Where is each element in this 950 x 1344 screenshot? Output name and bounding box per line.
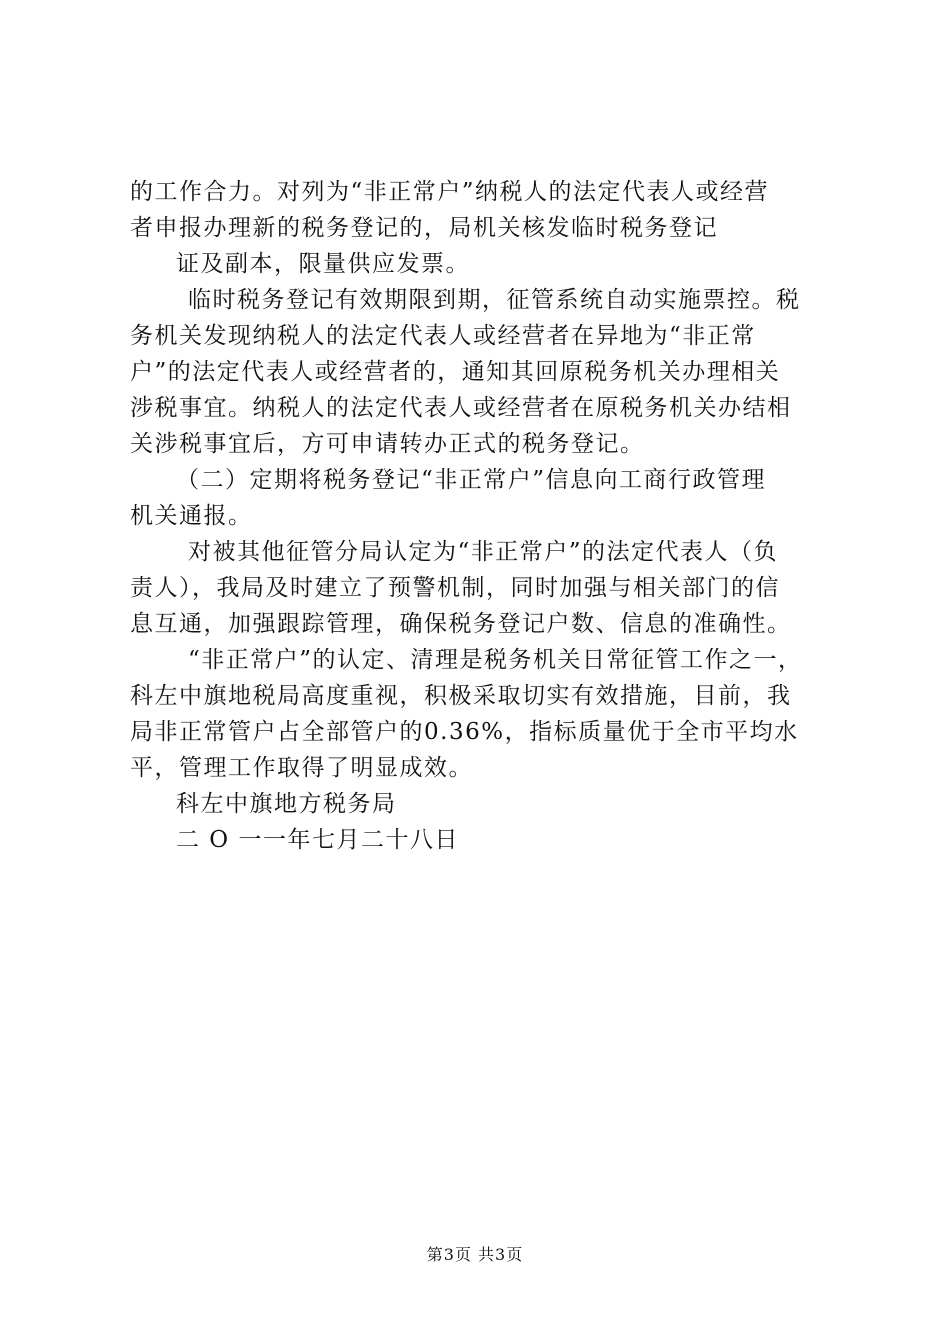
signature-organization: 科左中旗地方税务局 — [176, 791, 397, 817]
text-line: 局非正常管户占全部管户的0.36%，指标质量优于全市平均水 — [130, 719, 799, 745]
paragraph-start-line: 临时税务登记有效期限到期，征管系统自动实施票控。税 — [188, 287, 801, 313]
text-line: 者申报办理新的税务登记的，局机关核发临时税务登记 — [130, 215, 718, 241]
page-number-footer: 第3页 共3页 — [426, 1245, 524, 1264]
text-line: 户”的法定代表人或经营者的，通知其回原税务机关办理相关 — [130, 359, 781, 385]
text-line: 平，管理工作取得了明显成效。 — [130, 755, 473, 781]
text-line: 证及副本，限量供应发票。 — [176, 251, 470, 277]
text-line: 科左中旗地税局高度重视，积极采取切实有效措施，目前，我 — [130, 683, 792, 709]
section-heading-line: （二）定期将税务登记“非正常户”信息向工商行政管理 — [176, 467, 767, 493]
document-body — [130, 174, 830, 858]
signature-date: 二 O 一一年七月二十八日 — [176, 827, 459, 853]
text-line: 务机关发现纳税人的法定代表人或经营者在异地为“非正常 — [130, 323, 756, 349]
text-line: 的工作合力。对列为“非正常户”纳税人的法定代表人或经营 — [130, 179, 770, 205]
text-line: 关涉税事宜后，方可申请转办正式的税务登记。 — [130, 431, 645, 457]
text-line: 息互通，加强跟踪管理，确保税务登记户数、信息的准确性。 — [130, 611, 792, 637]
text-line: 涉税事宜。纳税人的法定代表人或经营者在原税务机关办结相 — [130, 395, 792, 421]
text-line: 机关通报。 — [130, 503, 253, 529]
paragraph-start-line: “非正常户”的认定、清理是税务机关日常征管工作之一， — [188, 647, 803, 673]
paragraph-start-line: 对被其他征管分局认定为“非正常户”的法定代表人（负 — [188, 539, 779, 565]
text-line: 责人），我局及时建立了预警机制，同时加强与相关部门的信 — [130, 575, 780, 601]
